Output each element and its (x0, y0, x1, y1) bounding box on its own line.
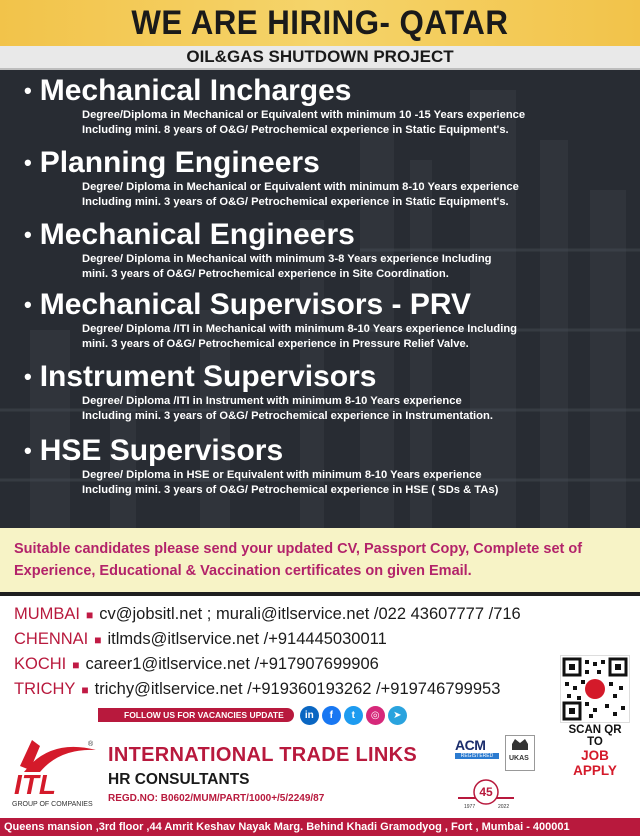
job-title: HSE Supervisors (39, 434, 284, 467)
svg-text:2022: 2022 (498, 804, 510, 810)
requirement-line: Degree/Diploma in Mechanical or Equivalent with minimum 10 -15 Years experience (82, 109, 526, 121)
job-item (22, 288, 632, 352)
requirement-line: Including mini. 3 years of O&G/ Petrochemical experience in HSE ( SDs & TAs) (82, 484, 499, 496)
bullet-icon: ■ (86, 607, 94, 622)
bullet-icon: • (24, 438, 32, 463)
divider (0, 592, 640, 596)
scan-line-1: SCAN QR TO (568, 724, 622, 748)
requirement-line: Degree/ Diploma /ITI in Mechanical with minimum 8-10 Years experience Including (82, 323, 517, 335)
job-title: Mechanical Incharges (39, 74, 352, 107)
job-list-panel (0, 70, 640, 528)
company-name: INTERNATIONAL TRADE LINKS (108, 744, 417, 766)
scan-to-apply (560, 724, 630, 778)
job-title: Mechanical Supervisors - PRV (39, 288, 471, 321)
header-banner (0, 0, 640, 46)
contact-row (14, 602, 554, 627)
social-follow-bar (98, 705, 420, 725)
requirement-line: Degree/ Diploma in HSE or Equivalent with minimum 8-10 Years experience (82, 469, 482, 481)
anniversary-badge (456, 778, 516, 810)
qr-code-pattern (561, 656, 629, 722)
subheader-bar (0, 46, 640, 70)
job-item (22, 218, 632, 282)
bullet-icon: ■ (81, 682, 89, 697)
job-requirement (82, 394, 632, 424)
bullet-icon: • (24, 78, 32, 103)
registration-number: REGD.NO: B0602/MUM/PART/1000+/5/2249/87 (108, 793, 325, 804)
city-label: KOCHI (14, 655, 67, 673)
svg-text:1977: 1977 (464, 804, 476, 810)
logo-mark (10, 736, 102, 808)
job-title: Mechanical Engineers (39, 218, 355, 251)
contact-detail[interactable]: cv@jobsitl.net ; murali@itlservice.net /022 43607777 /716 (99, 605, 521, 623)
instruction-line: Suitable candidates please send your updated CV, Passport Copy, Complete set of (14, 541, 583, 557)
contact-detail[interactable]: career1@itlservice.net /+917907699906 (85, 655, 379, 673)
contact-list (14, 602, 554, 702)
application-instructions (0, 528, 640, 592)
project-title: OIL&GAS SHUTDOWN PROJECT (186, 47, 454, 66)
contact-row (14, 652, 554, 677)
bullet-icon: ■ (72, 657, 80, 672)
qr-code[interactable] (560, 655, 630, 723)
instagram-icon[interactable]: ◎ (366, 706, 385, 725)
bullet-icon: • (24, 222, 32, 247)
footer-address: Queens mansion ,3rd floor ,44 Amrit Keshav Nayak Marg. Behind Khadi Gramodyog , Fort , Mumbai - 400001 (0, 818, 640, 836)
bullet-icon: • (24, 364, 32, 389)
requirement-line: Degree/ Diploma in Mechanical or Equivalent with minimum 8-10 Years experience (82, 181, 519, 193)
job-requirement (82, 468, 632, 498)
instruction-line: Experience, Educational & Vaccination certificates on given Email. (14, 563, 472, 579)
svg-text:45: 45 (479, 785, 493, 799)
contact-row (14, 677, 554, 702)
page-title: WE ARE HIRING- QATAR (131, 3, 509, 42)
job-requirement (82, 322, 632, 352)
bullet-icon: • (24, 150, 32, 175)
contact-row (14, 627, 554, 652)
job-title: Instrument Supervisors (39, 360, 377, 393)
requirement-line: mini. 3 years of O&G/ Petrochemical experience in Site Coordination. (82, 268, 449, 280)
ukas-crown-icon (506, 736, 534, 770)
requirement-line: Including mini. 8 years of O&G/ Petrochemical experience in Static Equipment's. (82, 124, 509, 136)
bullet-icon: • (24, 292, 32, 317)
svg-text:GROUP OF COMPANIES: GROUP OF COMPANIES (12, 801, 93, 808)
job-requirement (82, 180, 632, 210)
requirement-line: mini. 3 years of O&G/ Petrochemical experience in Pressure Relief Valve. (82, 338, 469, 350)
job-item (22, 360, 632, 424)
acm-sub: REGISTERED (455, 753, 499, 759)
job-requirement (82, 252, 632, 282)
contact-detail[interactable]: trichy@itlservice.net /+919360193262 /+919746799953 (94, 680, 501, 698)
facebook-icon[interactable]: f (322, 706, 341, 725)
telegram-icon[interactable]: ➤ (388, 706, 407, 725)
job-title: Planning Engineers (39, 146, 320, 179)
city-label: CHENNAI (14, 630, 89, 648)
requirement-line: Including mini. 3 years of O&G/ Petrochemical experience in Static Equipment's. (82, 196, 509, 208)
scan-line-2: JOB APPLY (573, 748, 617, 778)
job-item (22, 146, 632, 210)
city-label: MUMBAI (14, 605, 80, 623)
itl-logo (10, 736, 102, 808)
follow-label: FOLLOW US FOR VACANCIES UPDATE (98, 708, 294, 722)
acm-text: ACM (455, 737, 486, 753)
company-info (108, 744, 417, 804)
requirement-line: Degree/ Diploma in Mechanical with minimum 3-8 Years experience Including (82, 253, 492, 265)
city-label: TRICHY (14, 680, 76, 698)
company-division: HR CONSULTANTS (108, 771, 250, 788)
svg-text:UKAS: UKAS (509, 755, 529, 762)
requirement-line: Including mini. 3 years of O&G/ Petrochemical experience in Instrumentation. (82, 410, 493, 422)
job-requirement (82, 108, 632, 138)
svg-text:®: ® (88, 741, 94, 748)
twitter-icon[interactable]: t (344, 706, 363, 725)
requirement-line: Degree/ Diploma /ITI in Instrument with minimum 8-10 Years experience (82, 395, 462, 407)
contact-detail[interactable]: itlmds@itlservice.net /+914445030011 (107, 630, 387, 648)
svg-text:ITL: ITL (14, 769, 56, 800)
ukas-badge (505, 735, 535, 771)
bullet-icon: ■ (94, 632, 102, 647)
linkedin-icon[interactable]: in (300, 706, 319, 725)
job-item (22, 434, 632, 498)
job-item (22, 74, 632, 138)
acm-badge (455, 737, 499, 761)
